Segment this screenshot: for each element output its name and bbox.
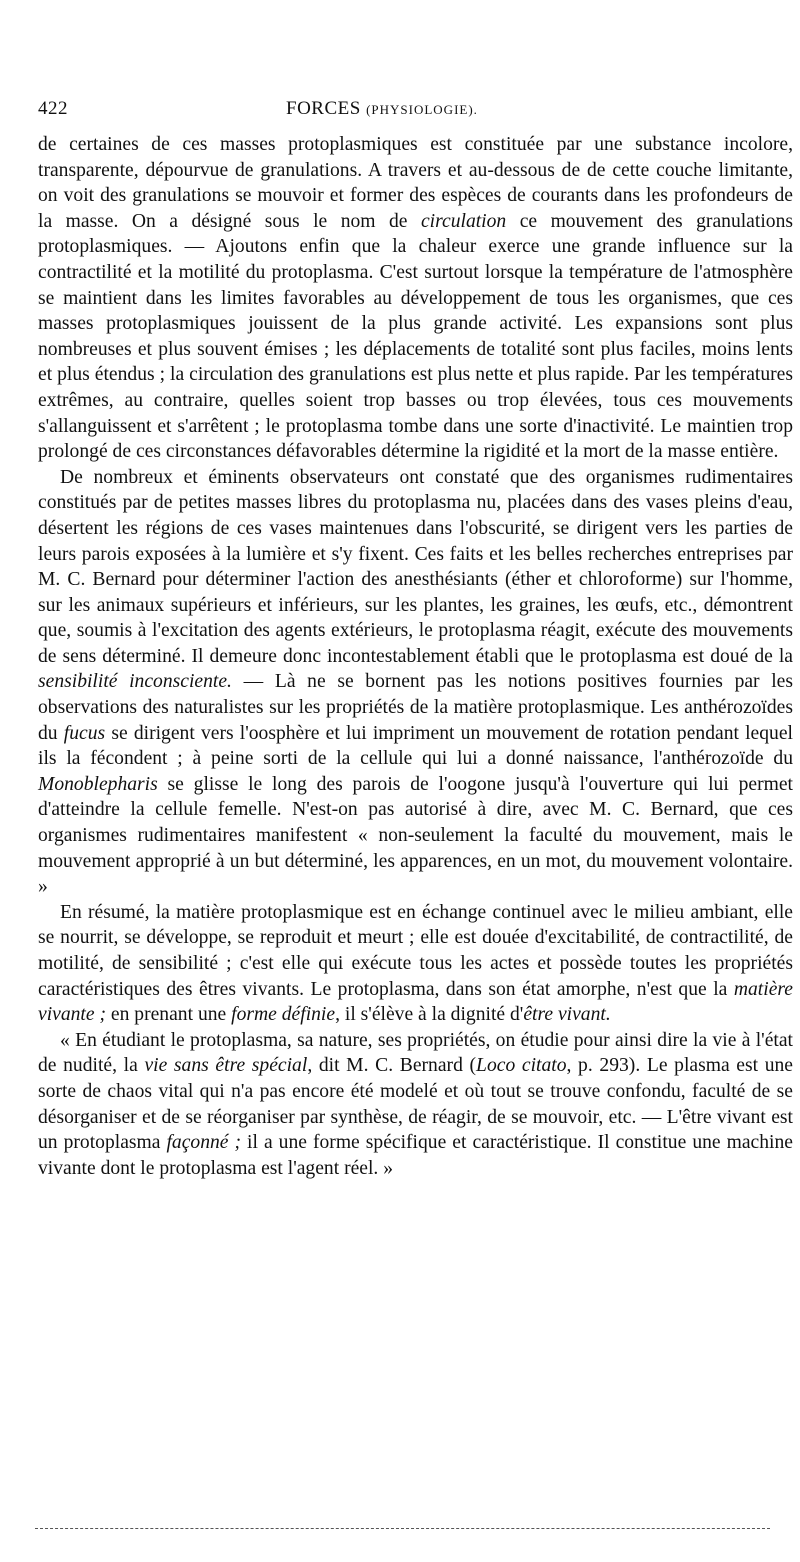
italic-text: sensibilité inconsciente.	[38, 671, 232, 693]
text-run: , p. 293). Le plasma est une sorte de chaos vital qui n'a pas encore été modelé et où tout se trouve confondu, faculté de se désorganiser et de se réorganiser par synthèse, de réagir, de se mouvoir, etc. — L'être vivant est un protoplasma	[38, 1055, 794, 1154]
book-page	[38, 92, 793, 1181]
text-run: « En étudiant le protoplasma, sa nature, ses propriétés, on étudie pour ainsi dire la vie à l'état de nudité, la	[38, 1029, 793, 1077]
text-run: se glisse le long des parois de l'oogone jusqu'à l'ouverture qui lui permet d'atteindre la cellule femelle. N'est-on pas autorisé à dire, avec M. C. Bernard, que ces organismes rudimentaires manifestent « non-seulement la faculté du mouvement, mais le mouvement approprié à un but déterminé, les apparences, en un mot, du mouvement volontaire. »	[38, 773, 793, 898]
text-run: — Là ne se bornent pas les notions positives fournies par les observations des naturalistes sur les propriétés de la matière protoplasmique. Les anthérozoïdes du	[38, 671, 794, 744]
italic-text: circulation	[420, 210, 507, 232]
running-title	[286, 98, 478, 120]
italic-text: vie sans être spécial	[144, 1055, 308, 1077]
text-run: , il s'élève à la dignité d'	[335, 1004, 524, 1026]
text-run: en prenant une	[106, 1004, 232, 1026]
italic-text: être vivant.	[523, 1004, 611, 1026]
italic-text: matière vivante ;	[38, 978, 793, 1026]
italic-text: Monoblepharis	[38, 773, 158, 795]
text-run: De nombreux et éminents observateurs ont constaté que des organismes rudimentaires constitués par de petites masses libres du protoplasma nu, placées dans des vases pleins d'eau, désertent les régions de ces vases maintenues dans l'obscurité, se dirigent vers les parties de leurs parois exposées à la lumière et s'y fixent. Ces faits et les belles recherches entreprises par M. C. Bernard pour déterminer l'action des anesthésiants (éther et chloroforme) sur l'homme, sur les animaux supérieurs et inférieurs, sur les plantes, les graines, les œufs, etc., démontrent que, soumis à l'excitation des agents extérieurs, le protoplasma réagit, exécute des mouvements de sens déterminé. Il demeure donc incontestablement établi que le protoplasma est doué de la	[38, 466, 793, 667]
running-title-sub: (PHYSIOLOGIE).	[366, 102, 478, 117]
paragraph-2	[38, 465, 793, 900]
page-header	[38, 92, 793, 132]
page-number: 422	[38, 98, 68, 119]
paragraph-3	[38, 900, 793, 1028]
text-run: se dirigent vers l'oosphère et lui impriment un mouvement de rotation pendant lequel ils la fécondent ; à peine sorti de la cellule qui lui a donné naissance, l'anthérozoïde du	[38, 722, 793, 770]
body-text	[38, 132, 793, 1181]
running-title-main: FORCES	[286, 98, 361, 119]
text-run: En résumé, la matière protoplasmique est en échange continuel avec le milieu ambiant, elle se nourrit, se développe, se reproduit et meurt ; elle est douée d'excitabilité, de contractilité, de motilité, de sensibilité ; c'est elle qui exécute tous les actes et possède toutes les propriétés caractéristiques des êtres vivants. Le protoplasma, dans son état amorphe, n'est que la	[38, 901, 793, 1000]
text-run: il a une forme spécifique et caractéristique. Il constitue une machine vivante dont le protoplasma est l'agent réel. »	[38, 1132, 793, 1179]
italic-text: fucus	[63, 722, 106, 744]
italic-text: forme définie	[231, 1004, 336, 1026]
footer-rule	[35, 1528, 770, 1529]
italic-text: façonné ;	[166, 1132, 242, 1154]
text-run: ce mouvement des granulations protoplasmiques. — Ajoutons enfin que la chaleur exerce une grande influence sur la contractilité et la motilité du protoplasma. C'est surtout lorsque la température de l'atmosphère se maintient dans les limites favorables au développement de tous les organismes, que ces masses protoplasmiques jouissent de la plus grande activité. Les expansions sont plus nombreuses et plus souvent émises ; les déplacements de totalité sont plus faciles, moins lents et plus étendus ; la circulation des granulations est plus nette et plus rapide. Par les températures extrêmes, au contraire, quelles soient trop basses ou trop élevées, tous ces mouvements s'allanguissent et s'arrêtent ; le protoplasma tombe dans une sorte d'inactivité. Le maintien trop prolongé de ces circonstances défavorables détermine la rigidité et la mort de la masse entière.	[38, 210, 793, 463]
italic-text: Loco citato	[476, 1055, 567, 1077]
paragraph-1	[38, 132, 793, 465]
paragraph-4	[38, 1028, 793, 1182]
text-run: , dit M. C. Bernard (	[307, 1055, 477, 1077]
text-run: de certaines de ces masses protoplasmiques est constituée par une substance incolore, transparente, dépourvue de granulations. A travers et au-dessous de de cette couche limitante, on voit des granulations se mouvoir et former des espèces de courants dans les profondeurs de la masse. On a désigné sous le nom de	[38, 134, 793, 232]
